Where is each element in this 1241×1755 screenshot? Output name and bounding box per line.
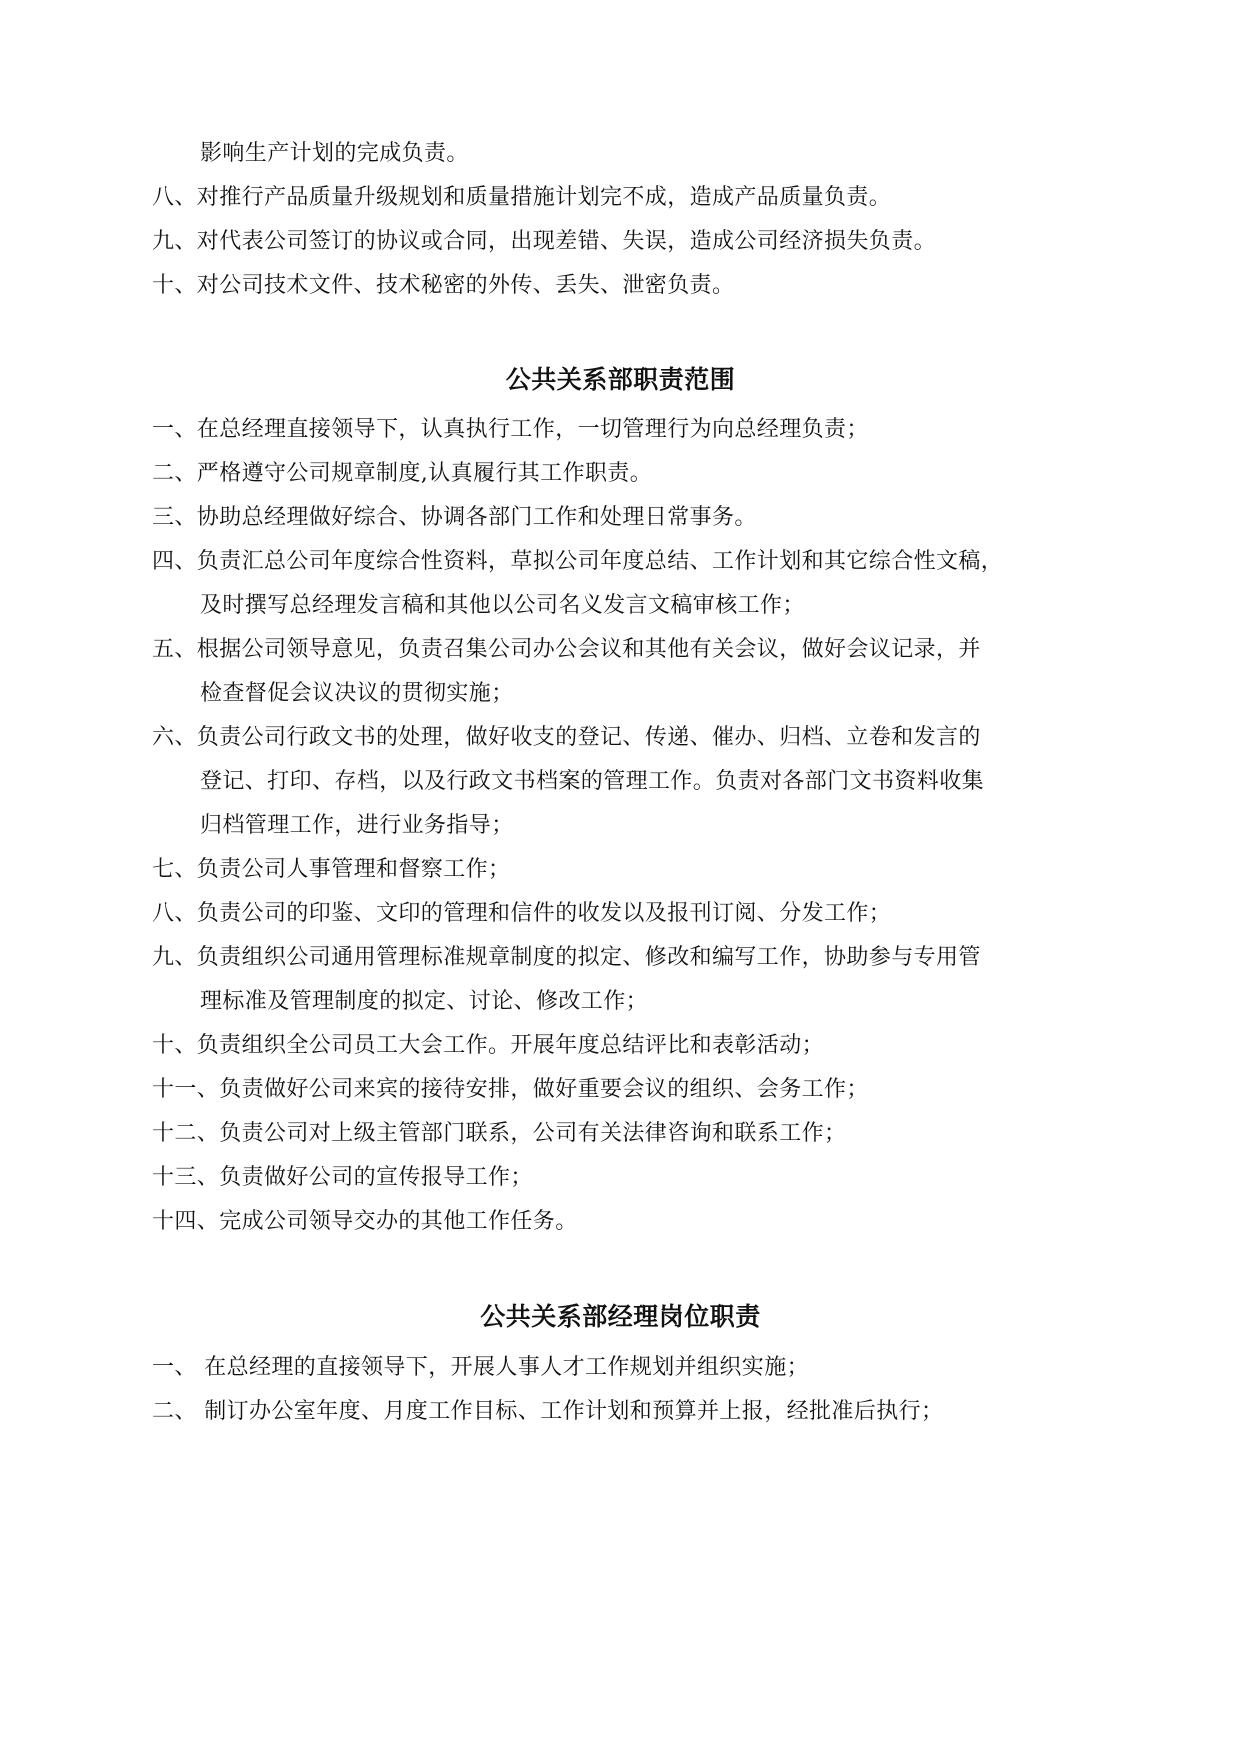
text-line: 十二、负责公司对上级主管部门联系，公司有关法律咨询和联系工作； <box>152 1121 847 1146</box>
text-line: 十、负责组织全公司员工大会工作。开展年度总结评比和表彰活动； <box>152 1033 825 1058</box>
text-line: 十三、负责做好公司的宣传报导工作； <box>152 1165 533 1190</box>
text-line: 九、对代表公司签订的协议或合同，出现差错、失误，造成公司经济损失负责。 <box>152 229 937 254</box>
text-line: 八、负责公司的印鉴、文印的管理和信件的收发以及报刊订阅、分发工作； <box>152 901 892 926</box>
text-line: 一、 在总经理的直接领导下，开展人事人才工作规划并组织实施； <box>152 1355 809 1380</box>
text-line: 八、对推行产品质量升级规划和质量措施计划完不成，造成产品质量负责。 <box>152 185 892 210</box>
text-line: 二、 制订办公室年度、月度工作目标、工作计划和预算并上报，经批准后执行； <box>152 1399 944 1424</box>
text-line: 四、负责汇总公司年度综合性资料，草拟公司年度总结、工作计划和其它综合性文稿， <box>152 549 1004 574</box>
text-line: 影响生产计划的完成负责。 <box>200 141 469 166</box>
text-line: 七、负责公司人事管理和督察工作； <box>152 857 511 882</box>
text-line: 一、在总经理直接领导下，认真执行工作，一切管理行为向总经理负责； <box>152 417 869 442</box>
text-line: 十四、完成公司领导交办的其他工作任务。 <box>152 1209 578 1234</box>
text-line: 六、负责公司行政文书的处理，做好收支的登记、传递、催办、归档、立卷和发言的 <box>152 725 981 750</box>
text-line: 及时撰写总经理发言稿和其他以公司名义发言文稿审核工作； <box>200 593 805 618</box>
text-line: 登记、打印、存档，以及行政文书档案的管理工作。负责对各部门文书资料收集 <box>200 769 985 794</box>
text-line: 十、对公司技术文件、技术秘密的外传、丢失、泄密负责。 <box>152 273 735 298</box>
text-line: 三、协助总经理做好综合、协调各部门工作和处理日常事务。 <box>152 505 757 530</box>
text-line: 二、严格遵守公司规章制度,认真履行其工作职责。 <box>152 461 653 486</box>
section-title: 公共关系部职责范围 <box>505 365 736 394</box>
text-line: 归档管理工作，进行业务指导； <box>200 813 514 838</box>
text-line: 五、根据公司领导意见，负责召集公司办公会议和其他有关会议，做好会议记录，并 <box>152 637 981 662</box>
text-line: 九、负责组织公司通用管理标准规章制度的拟定、修改和编写工作，协助参与专用管 <box>152 945 981 970</box>
section-title: 公共关系部经理岗位职责 <box>480 1302 761 1331</box>
text-line: 检查督促会议决议的贯彻实施； <box>200 681 514 706</box>
text-line: 理标准及管理制度的拟定、讨论、修改工作； <box>200 989 649 1014</box>
text-line: 十一、负责做好公司来宾的接待安排，做好重要会议的组织、会务工作； <box>152 1077 869 1102</box>
